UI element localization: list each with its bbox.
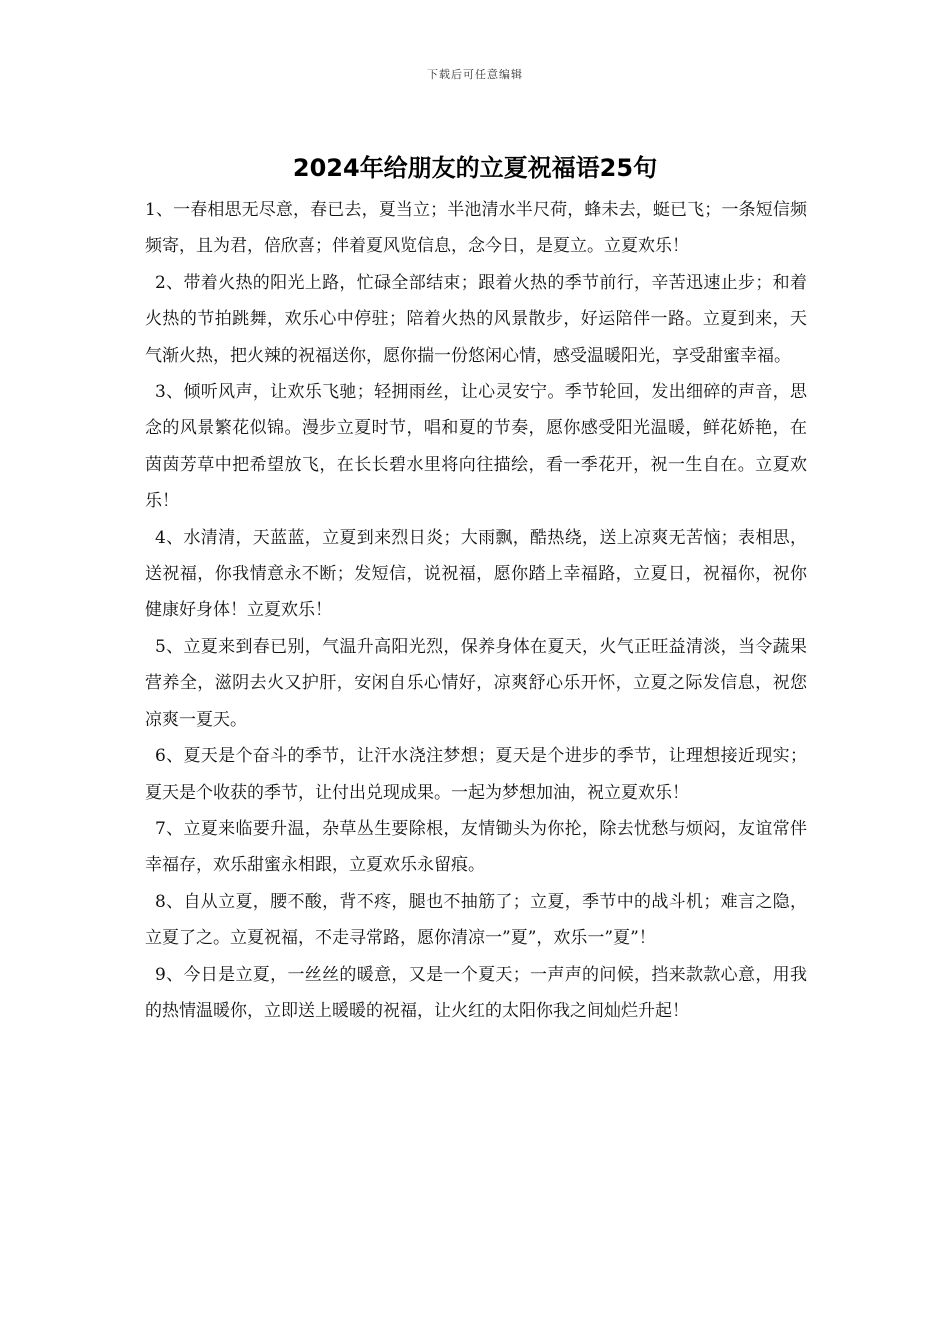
blessing-paragraph-1: 1、一春相思无尽意，春已去，夏当立；半池清水半尺荷，蜂未去，蜓已飞；一条短信频频寄，且为君，倍欣喜；伴着夏风览信息，念今日，是夏立。立夏欢乐！ (145, 200, 807, 257)
document-title: 2024年给朋友的立夏祝福语25句 (292, 154, 658, 182)
blessing-paragraph-4: 4、水清清，天蓝蓝，立夏到来烈日炎；大雨飘，酷热绕，送上凉爽无苦恼；表相思，送祝福，你我情意永不断；发短信，说祝福，愿你踏上幸福路，立夏日，祝福你，祝你健康好身体！立夏欢乐！ (145, 527, 807, 621)
blessing-paragraph-9: 9、今日是立夏，一丝丝的暖意，又是一个夏天；一声声的问候，挡来款款心意，用我的热情温暖你，立即送上暖暖的祝福，让火红的太阳你我之间灿烂升起！ (145, 964, 807, 1021)
blessing-paragraph-5: 5、立夏来到春已别，气温升高阳光烈，保养身体在夏天，火气正旺益清淡，当令蔬果营养全，滋阴去火又护肝，安闲自乐心情好，凉爽舒心乐开怀，立夏之际发信息，祝您凉爽一夏天。 (145, 636, 807, 730)
blessing-paragraph-2: 2、带着火热的阳光上路，忙碌全部结束；跟着火热的季节前行，辛苦迅速止步；和着火热的节拍跳舞，欢乐心中停驻；陪着火热的风景散步，好运陪伴一路。立夏到来，天气渐火热，把火辣的祝福送你，愿你揣一份悠闲心情，感受温暖阳光，享受甜蜜幸福。 (145, 272, 807, 366)
blessing-paragraph-3: 3、倾听风声，让欢乐飞驰；轻拥雨丝，让心灵安宁。季节轮回，发出细碎的声音，思念的风景繁花似锦。漫步立夏时节，唱和夏的节奏，愿你感受阳光温暖，鲜花娇艳，在茵茵芳草中把希望放飞，在长长碧水里将向往描绘，看一季花开，祝一生自在。立夏欢乐！ (145, 382, 807, 512)
blessing-paragraph-6: 6、夏天是个奋斗的季节，让汗水浇注梦想；夏天是个进步的季节，让理想接近现实；夏天是个收获的季节，让付出兑现成果。一起为梦想加油，祝立夏欢乐！ (145, 746, 807, 803)
page-header-note: 下载后可任意编辑 (427, 68, 523, 81)
blessing-paragraph-8: 8、自从立夏，腰不酸，背不疼，腿也不抽筋了；立夏，季节中的战斗机；难言之隐，立夏了之。立夏祝福，不走寻常路，愿你清凉一”夏”，欢乐一”夏”！ (145, 891, 807, 949)
blessing-paragraph-7: 7、立夏来临要升温，杂草丛生要除根，友情锄头为你抡，除去忧愁与烦闷，友谊常伴幸福存，欢乐甜蜜永相跟，立夏欢乐永留痕。 (145, 818, 807, 876)
document-body (145, 192, 807, 1029)
